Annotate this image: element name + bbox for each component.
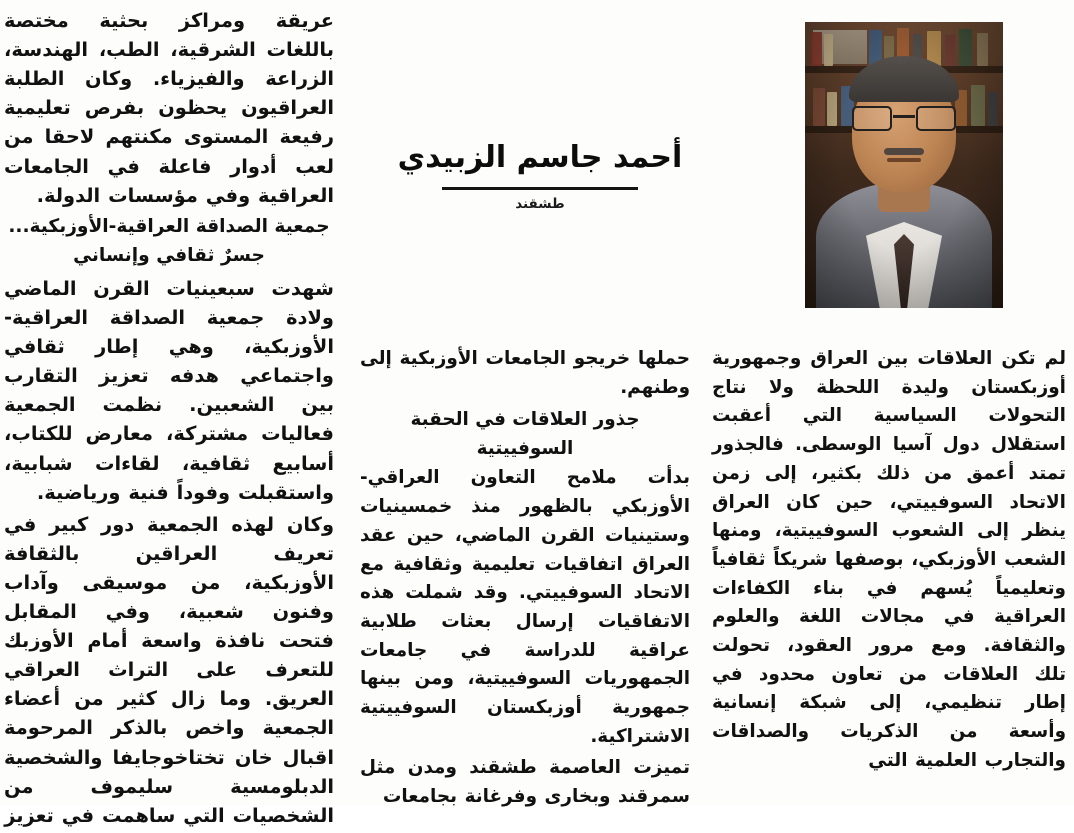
paragraph: وكان لهذه الجمعية دور كبير في تعريف العراقين بالثقافة الأوزبكية، من موسيقى وآداب وفنون شعبية، وفي المقابل فتحت نافذة واسعة أمام الأوزبك للتعرف على التراث العراقي العريق. وما زال كثير من أعضاء الجمعية واخص بالذكر المرحومة اقبال خان تختاخوجايفا والشخصية الدبلومسية سليموف من الشخصيات التي ساهمت في تعزيز	[4, 512, 334, 827]
paragraph: بدأت ملامح التعاون العراقي-الأوزبكي بالظهور منذ خمسينيات وستينيات القرن الماضي، حين عقد العراق اتفاقيات تعليمية وثقافية مع الاتحاد السوفييتي. وقد شملت هذه الاتفاقيات إرسال بعثات طلابية عراقية للدراسة في جامعات الجمهوريات السوفييتية، ومن بينها جمهورية أوزبكستان السوفييتية الاشتراكية.	[360, 467, 690, 747]
section-subheading: جذور العلاقات في الحقبة السوفييتية	[410, 409, 640, 459]
paragraph: حملها خريجو الجامعات الأوزبكية إلى وطنهم.	[360, 348, 690, 398]
article-column-left	[4, 6, 334, 833]
section-subheading-secondary: جسرٌ ثقافي وإنساني	[73, 245, 265, 267]
paragraph: عريقة ومراكز بحثية مختصة باللغات الشرقية، الطب، الهندسة، الزراعة والفيزياء. وكان الطلبة العراقيون يحظون بفرص تعليمية رفيعة المستوى مكنتهم لاحقا من لعب أدوار فاعلة في الجامعات العراقية وفي مؤسسات الدولة.	[4, 9, 334, 207]
photo-vignette	[805, 22, 1003, 308]
photo-inner	[805, 22, 1003, 308]
byline-divider	[442, 187, 638, 190]
paragraph: لم تكن العلاقات بين العراق وجمهورية أوزبكستان وليدة اللحظة ولا نتاج التحولات السياسية التي أعقبت استقلال دول آسيا الوسطى. فالجذور تمتد أعمق من ذلك بكثير، إلى زمن الاتحاد السوفييتي، حين كان العراق ينظر إلى الشعوب السوفييتية، ومنها الشعب الأوزبكي، بوصفها شريكاً ثقافياً وتعليمياً يُسهم في بناء الكفاءات العراقية في مجالات اللغة والعلوم والثقافة. ومع مرور العقود، تحولت تلك العلاقات من تعاون محدود في إطار تنظيمي، إلى شبكة إنسانية وأسعة من الذكريات والصداقات والتجارب العلمية التي	[712, 348, 1066, 771]
article-column-right	[712, 345, 1066, 778]
paragraph: تميزت العاصمة طشقند ومدن مثل سمرقند وبخارى وفرغانة بجامعات	[360, 757, 690, 807]
author-name: أحمد جاسم الزبيدي	[397, 140, 683, 175]
byline	[380, 140, 700, 212]
article-column-middle	[360, 345, 690, 814]
section-subheading: جمعية الصداقة العراقية-الأوزبكية...	[8, 216, 330, 238]
author-photo	[805, 22, 1003, 308]
author-location: طشقند	[515, 196, 565, 212]
paragraph: شهدت سبعينيات القرن الماضي ولادة جمعية الصداقة العراقية-الأوزبكية، وهي إطار ثقافي واجتماعي هدفه تعزيز التقارب بين الشعبين. نظمت الجمعية فعاليات مشتركة، معارض للكتاب، أسابيع ثقافية، لقاءات شبابية، واستقبلت وفوداً فنية ورياضية.	[4, 276, 334, 504]
